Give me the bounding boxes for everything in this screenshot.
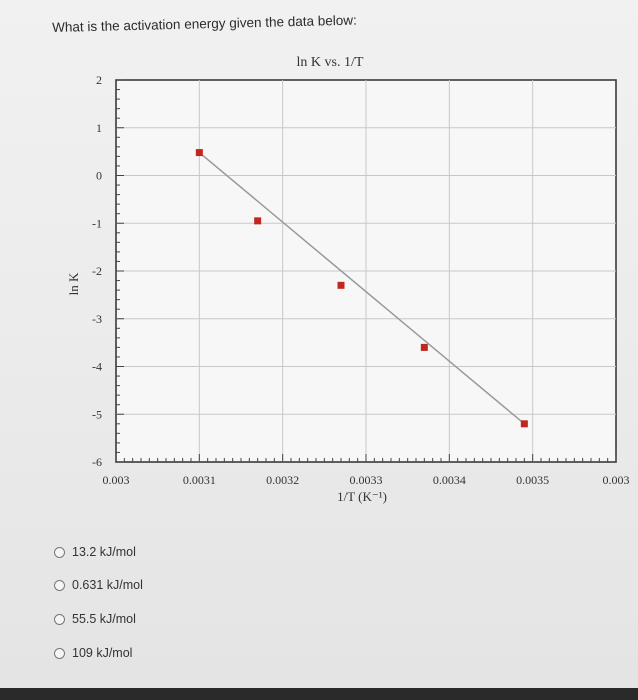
x-axis-label: 1/T (K⁻¹): [337, 489, 387, 504]
y-tick-label: -5: [92, 407, 102, 422]
x-tick-label: 0.0035: [516, 473, 550, 487]
y-tick-label: -3: [92, 311, 102, 326]
bottom-edge: [0, 688, 638, 700]
x-tick-label: 0.0031: [182, 473, 216, 487]
y-tick-label: 1: [96, 120, 102, 135]
y-tick-label: 0: [96, 168, 102, 183]
chart-title: ln K vs. 1/T: [296, 55, 364, 70]
data-point: [196, 149, 203, 156]
x-tick-label: 0.003: [602, 473, 630, 487]
y-tick-label: -6: [92, 455, 102, 469]
answer-label: 13.2 kJ/mol: [72, 545, 136, 559]
radio-button[interactable]: [54, 614, 65, 625]
y-tick-label: -2: [92, 264, 102, 278]
radio-button[interactable]: [54, 580, 65, 591]
question-text: What is the activation energy given the data below:: [52, 12, 357, 35]
answer-option[interactable]: [54, 612, 136, 626]
answer-label: 55.5 kJ/mol: [72, 612, 136, 626]
radio-button[interactable]: [54, 648, 65, 659]
answer-option[interactable]: [54, 646, 132, 660]
y-tick-label: -4: [92, 359, 102, 374]
answer-option[interactable]: [54, 545, 136, 559]
x-tick-label: 0.003: [102, 473, 130, 487]
y-axis-label: ln K: [66, 272, 81, 296]
answer-label: 0.631 kJ/mol: [72, 578, 143, 592]
data-point: [421, 344, 428, 351]
x-tick-label: 0.0032: [266, 473, 300, 487]
x-tick-label: 0.0033: [349, 473, 383, 487]
answer-label: 109 kJ/mol: [72, 646, 133, 660]
x-tick-label: 0.0034: [432, 473, 466, 487]
data-point: [254, 217, 261, 224]
answer-option[interactable]: [54, 578, 143, 592]
radio-button[interactable]: [54, 547, 65, 558]
y-tick-label: -1: [92, 216, 102, 231]
y-tick-label: 2: [96, 73, 102, 87]
data-point: [521, 420, 528, 427]
data-point: [338, 282, 345, 289]
